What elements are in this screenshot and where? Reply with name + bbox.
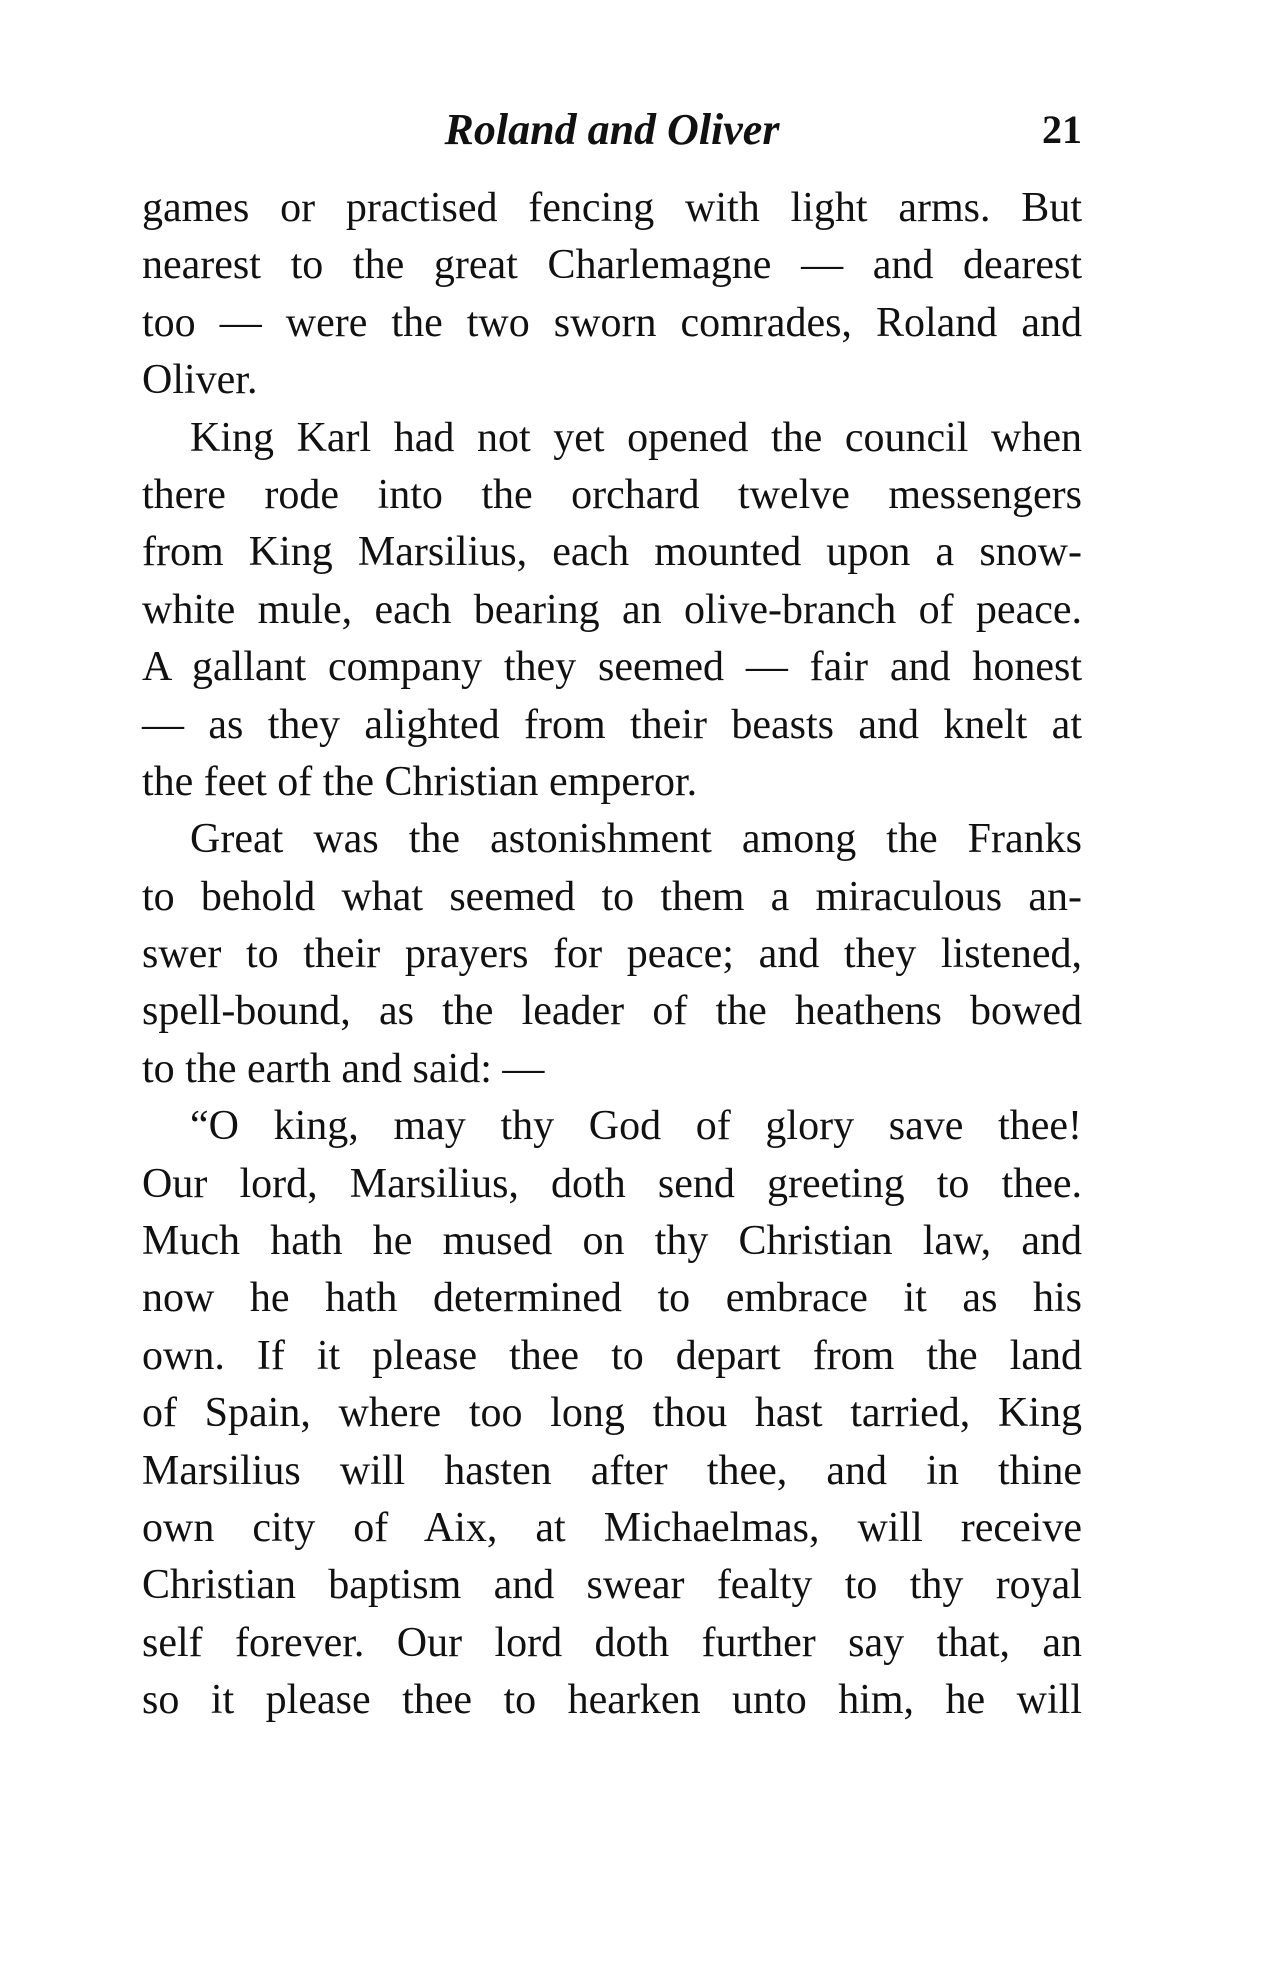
text-line: Marsilius will hasten after thee, and in thine bbox=[142, 1447, 1082, 1494]
page-number: 21 bbox=[1042, 107, 1082, 152]
text-line: too — were the two sworn comrades, Roland and bbox=[142, 299, 1082, 346]
text-line: now he hath determined to embrace it as his bbox=[142, 1275, 1082, 1322]
text-line: of Spain, where too long thou hast tarried, King bbox=[142, 1390, 1082, 1437]
text-line: to the earth and said: — bbox=[142, 1045, 545, 1092]
page-header bbox=[142, 100, 1082, 160]
text-line: swer to their prayers for peace; and they listened, bbox=[142, 931, 1082, 978]
text-line: own city of Aix, at Michaelmas, will receive bbox=[142, 1504, 1082, 1551]
text-line: Christian baptism and swear fealty to thy royal bbox=[142, 1562, 1082, 1609]
text-line: there rode into the orchard twelve messengers bbox=[142, 471, 1082, 518]
text-line: to behold what seemed to them a miraculous an- bbox=[142, 873, 1082, 920]
text-line: nearest to the great Charlemagne — and dearest bbox=[142, 242, 1082, 289]
text-line: spell-bound, as the leader of the heathens bowed bbox=[142, 988, 1082, 1035]
text-line: Our lord, Marsilius, doth send greeting to thee. bbox=[142, 1160, 1082, 1207]
text-line: the feet of the Christian emperor. bbox=[142, 758, 698, 805]
text-line: self forever. Our lord doth further say that, an bbox=[142, 1619, 1082, 1666]
text-line: Great was the astonishment among the Franks bbox=[190, 816, 1082, 863]
text-line: white mule, each bearing an olive-branch of peace. bbox=[142, 586, 1082, 633]
text-line: King Karl had not yet opened the council when bbox=[190, 414, 1082, 461]
text-line: A gallant company they seemed — fair and honest bbox=[142, 644, 1082, 691]
text-line: so it please thee to hearken unto him, he will bbox=[142, 1677, 1082, 1724]
text-line: — as they alighted from their beasts and knelt at bbox=[142, 701, 1082, 748]
text-line: “O king, may thy God of glory save thee! bbox=[190, 1103, 1082, 1150]
body-text bbox=[142, 180, 1082, 1730]
text-line: games or practised fencing with light arms. But bbox=[142, 185, 1082, 231]
text-line: own. If it please thee to depart from the land bbox=[142, 1332, 1082, 1379]
running-title: Roland and Oliver bbox=[444, 105, 780, 154]
text-line: from King Marsilius, each mounted upon a snow- bbox=[142, 529, 1082, 576]
text-line: Much hath he mused on thy Christian law, and bbox=[142, 1218, 1082, 1265]
text-line: Oliver. bbox=[142, 357, 258, 404]
